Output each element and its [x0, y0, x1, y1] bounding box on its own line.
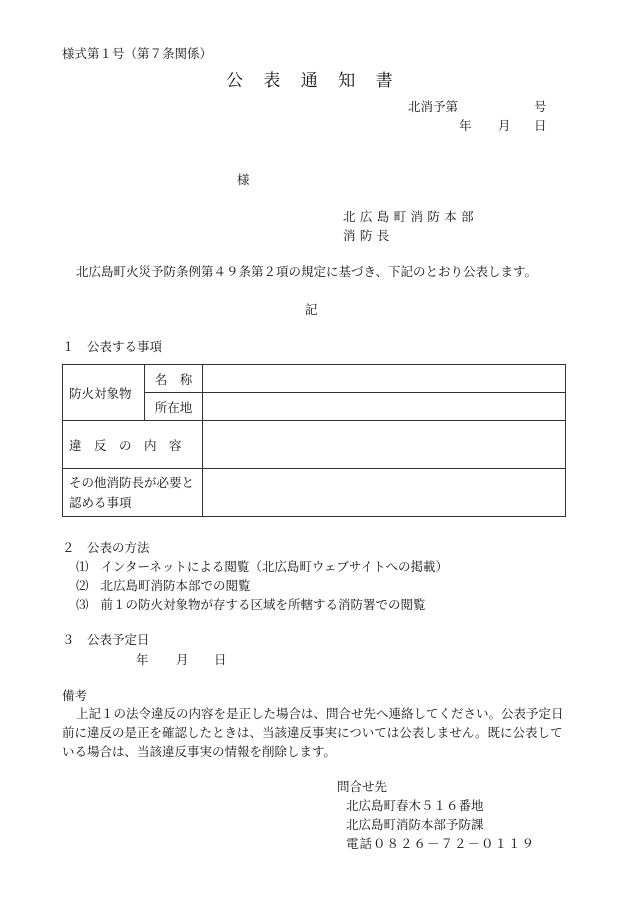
violation-cell[interactable]: [203, 421, 566, 469]
publish-month: 月: [176, 652, 189, 667]
form-number: 様式第１号（第７条関係）: [62, 46, 213, 61]
date-month: 月: [498, 118, 511, 133]
doc-number-prefix: 北消予第: [408, 99, 459, 114]
method-item: [76, 557, 448, 575]
contact-heading: 問合せ先: [337, 779, 388, 794]
other-cell[interactable]: [203, 469, 566, 517]
method-text: 北広島町消防本部での閲覧: [100, 578, 251, 593]
date-day: 日: [534, 118, 547, 133]
section3-heading: ３ 公表予定日: [62, 632, 150, 647]
row-group-label: 防火対象物: [63, 365, 145, 421]
remarks-line: 上記１の法令違反の内容を是正した場合は、問合せ先へ連絡してください。公表予定日: [76, 706, 564, 721]
other-label-line2: 認める事項: [69, 494, 132, 510]
remarks-line: いる場合は、当該違反事実の情報を削除します。: [62, 744, 337, 759]
location-label: 所在地: [145, 393, 203, 421]
page-title: 公 表 通 知 書: [226, 71, 395, 91]
publish-day: 日: [214, 652, 227, 667]
section2-heading: ２ 公表の方法: [62, 540, 150, 555]
method-text: 前１の防火対象物が存する区域を所轄する消防署での閲覧: [100, 597, 426, 612]
method-item: [76, 576, 251, 594]
section1-heading: １ 公表する事項: [62, 339, 163, 354]
other-label-line1: その他消防長が必要と: [69, 474, 195, 490]
publish-year: 年: [136, 652, 149, 667]
method-num: ⑶: [76, 597, 89, 612]
items-table: [62, 364, 566, 517]
recipient-suffix: 様: [237, 172, 250, 187]
method-text: インターネットによる閲覧（北広島町ウェブサイトへの掲載）: [100, 559, 449, 574]
method-item: [76, 595, 426, 613]
remarks-line: 前に違反の是正を確認したときは、当該違反事実については公表しません。既に公表して: [62, 725, 563, 740]
contact-address: 北広島町春木５１６番地: [346, 798, 484, 813]
doc-number-suffix: 号: [534, 99, 547, 114]
name-cell[interactable]: [203, 365, 566, 393]
sender-title: 消防長: [343, 228, 394, 243]
method-num: ⑵: [76, 578, 89, 593]
ki-mark: 記: [305, 302, 318, 317]
method-num: ⑴: [76, 559, 89, 574]
contact-phone: 電話０８２６－７２－０１１９: [346, 836, 536, 851]
sender-org: 北広島町消防本部: [343, 209, 479, 224]
other-label: [63, 469, 203, 517]
contact-department: 北広島町消防本部予防課: [346, 817, 484, 832]
intro-text: 北広島町火災予防条例第４９条第２項の規定に基づき、下記のとおり公表します。: [76, 264, 538, 279]
name-label: 名 称: [145, 365, 203, 393]
violation-label: 違 反 の 内 容: [63, 421, 203, 469]
location-cell[interactable]: [203, 393, 566, 421]
date-year: 年: [459, 118, 472, 133]
remarks-heading: 備考: [62, 688, 88, 703]
